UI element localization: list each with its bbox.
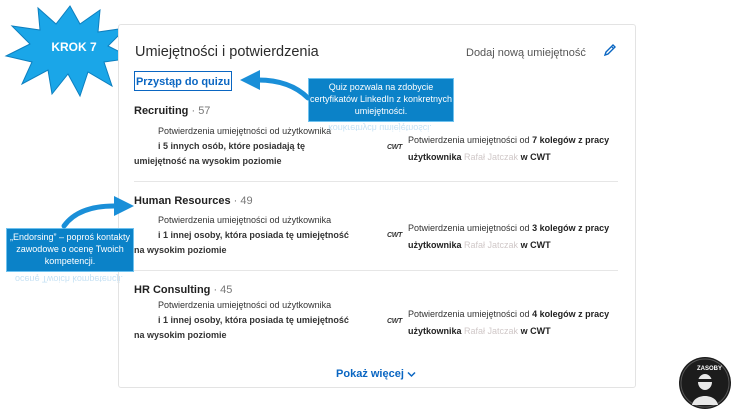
endorsing-callout-reflection: ocenę Twoich kompetencji. bbox=[15, 274, 123, 284]
endorsement-summary: Potwierdzenia umiejętności od użytkownika i 1 innej osoby, która posiada tę umiejętność na wysokim poziomie bbox=[134, 300, 349, 340]
endorsement-summary: Potwierdzenia umiejętności od użytkownika i 5 innych osób, które posiadają tę umiejętność na wysokim poziomie bbox=[134, 126, 332, 166]
endorsing-callout: „Endorsing” – poproś kontakty zawodowe o ocenę Twoich kompetencji. bbox=[6, 228, 134, 272]
colleague-endorsements: Potwierdzenia umiejętności od 3 kolegów z pracy użytkownika Rafał Jatczak w CWT bbox=[408, 223, 610, 250]
divider bbox=[134, 181, 618, 182]
company-logo: CWT bbox=[387, 318, 403, 325]
brand-logo-icon bbox=[676, 355, 734, 411]
edit-pencil-icon[interactable] bbox=[603, 43, 617, 57]
section-title: Umiejętności i potwierdzenia bbox=[135, 44, 319, 60]
arrow-icon bbox=[236, 64, 312, 104]
skill-name-recruiting[interactable]: Recruiting · 57 bbox=[134, 105, 211, 117]
company-logo: CWT bbox=[387, 232, 403, 239]
chevron-down-icon bbox=[407, 371, 416, 378]
add-skill-link[interactable]: Dodaj nową umiejętność bbox=[466, 47, 586, 59]
arrow-icon bbox=[58, 194, 136, 230]
quiz-callout: Quiz pozwala na zdobycie certyfikatów LinkedIn z konkretnych umiejętności. bbox=[308, 78, 454, 122]
company-logo: CWT bbox=[387, 144, 403, 151]
quiz-callout-reflection: konkretnych umiejętności. bbox=[328, 123, 432, 133]
step-label: KROK 7 bbox=[51, 40, 97, 54]
show-more-button[interactable]: Pokaż więcej bbox=[118, 368, 634, 380]
skill-name-hr-consulting[interactable]: HR Consulting · 45 bbox=[134, 284, 233, 296]
colleague-endorsements: Potwierdzenia umiejętności od 4 kolegów z pracy użytkownika Rafał Jatczak w CWT bbox=[408, 309, 610, 336]
endorsement-summary: Potwierdzenia umiejętności od użytkownika i 1 innej osoby, która posiada tę umiejętność na wysokim poziomie bbox=[134, 215, 349, 255]
take-quiz-button[interactable]: Przystąp do quizu bbox=[134, 71, 232, 91]
divider bbox=[134, 270, 618, 271]
skill-name-human-resources[interactable]: Human Resources · 49 bbox=[134, 195, 253, 207]
colleague-endorsements: Potwierdzenia umiejętności od 7 kolegów z pracy użytkownika Rafał Jatczak w CWT bbox=[408, 135, 610, 162]
brand-logo-text: ZASOBY bbox=[697, 366, 723, 372]
